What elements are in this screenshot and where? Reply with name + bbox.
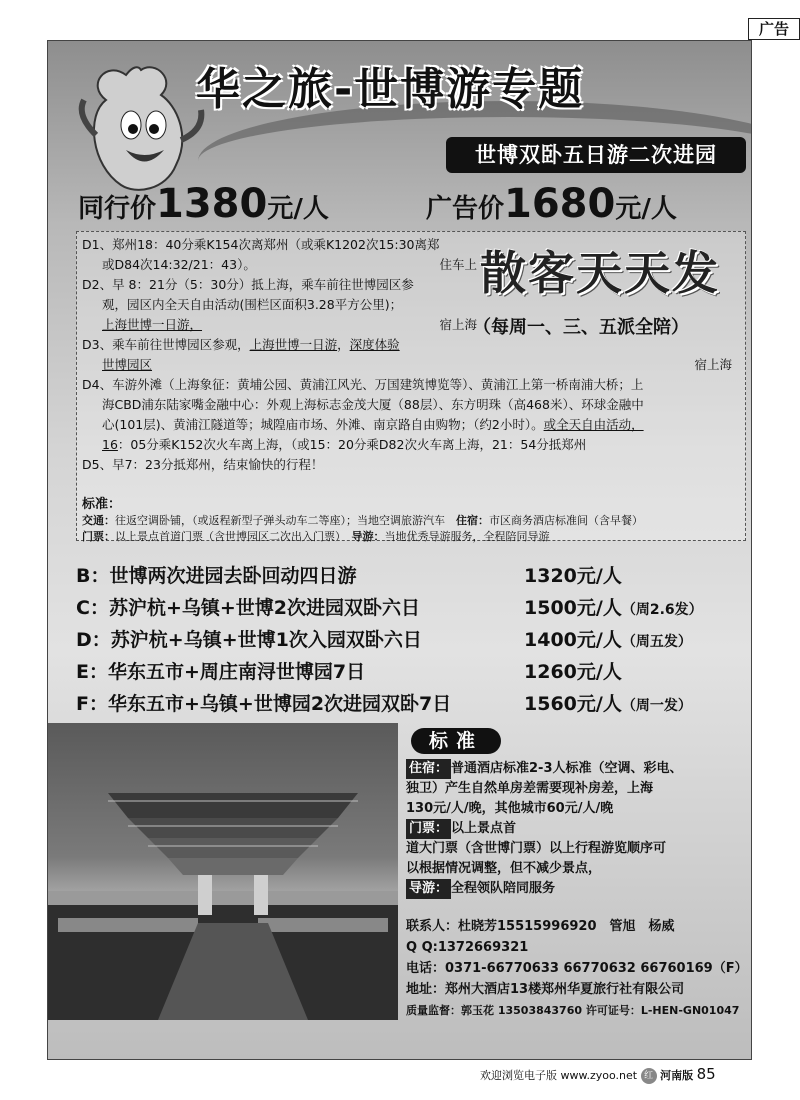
tour-name: F：华东五市+乌镇+世博园2次进园双卧7日 [76, 693, 452, 715]
standard-ticket [82, 529, 742, 545]
contact-phone: 电话：0371-66770633 66770632 66760169（F） [406, 961, 748, 976]
ad-price [426, 181, 677, 227]
std2-stay-2: 独卫）产生自然单房差需要现补房差，上海 [406, 781, 654, 796]
itinerary-d2-cont: 观，园区内全天自由活动(围栏区面积3.28平方公里)； [102, 297, 403, 312]
itinerary-d2: D2、早 8：21分（5：30分）抵上海，乘车前往世博园区参 [82, 277, 414, 292]
std2-stay-3: 130元/人/晚，其他城市60元/人/晚 [406, 801, 614, 816]
tour-price-value: 1320元/人 [524, 565, 622, 587]
peer-price-value: 1380 [156, 181, 268, 227]
contact-address: 地址：郑州大酒店13楼郑州华夏旅行社有限公司 [406, 982, 685, 997]
ticket-text: 以上景点首道门票（含世博园区二次出入门票） [115, 530, 341, 543]
tour-item-d [76, 625, 746, 657]
tour-note: （周一发） [621, 698, 692, 714]
itinerary-d3-text2: 世博园区 [102, 357, 153, 372]
ad-tag: 广告 [748, 18, 800, 40]
page-footer [480, 1063, 780, 1085]
standard-details [406, 759, 736, 899]
tour-note: （周五发） [621, 634, 692, 650]
transport-text: 往返空调卧铺，（或返程新型子弹头动车二等座）；当地空调旅游汽车 [115, 514, 445, 527]
itinerary-d4-cont3 [82, 435, 732, 455]
peer-price [78, 181, 329, 227]
daily-departure-banner: 散客天天发 [480, 246, 720, 300]
tour-price [524, 657, 622, 684]
std2-stay [406, 759, 736, 779]
itinerary-d4-hour: 16 [102, 437, 118, 452]
tour-item-c [76, 593, 746, 625]
page-title: 华之旅-世博游专题 [196, 64, 585, 115]
itinerary-d2-stay: 宿上海 [439, 317, 477, 332]
tour-price-value: 1400元/人 [524, 629, 622, 651]
tour-name: D：苏沪杭+乌镇+世博1次入园双卧六日 [76, 629, 422, 651]
edition-badge-icon: 红 [641, 1068, 657, 1084]
guide-text: 当地优秀导游服务，全程陪同导游 [384, 530, 550, 543]
ad-price-unit: 元/人 [615, 194, 677, 224]
itinerary-d2-text: 上海世博一日游， [102, 317, 203, 332]
tour-item-f [76, 689, 746, 721]
standard-section [82, 497, 742, 545]
standard-transport [82, 513, 742, 529]
peer-price-unit: 元/人 [267, 194, 329, 224]
transport-label: 交通： [82, 514, 115, 527]
ticket-label: 门票： [82, 530, 115, 543]
daily-schedule: （每周一、三、五派全陪） [473, 317, 689, 338]
itinerary-d1: D1、郑州18：40分乘K154次离郑州（或乘K1202次15:30离郑 [82, 237, 440, 252]
stay-text: 市区商务酒店标准间（含早餐） [489, 514, 643, 527]
standard-tag: 标准 [411, 728, 501, 754]
std2-ticket-2: 道大门票（含世博门票）以上行程游览顺序可 [406, 841, 667, 856]
stay-label: 住宿： [456, 514, 489, 527]
itinerary-d3-text: D3、乘车前往世博园区参观， [82, 337, 250, 352]
tour-price [524, 593, 703, 620]
std2-ticket-label: 门票： [406, 819, 451, 839]
guide-label: 导游： [351, 530, 385, 543]
page-number: 85 [696, 1065, 716, 1083]
ad-price-label: 广告价 [426, 194, 505, 224]
ad-price-value: 1680 [504, 181, 616, 227]
footer-welcome: 欢迎浏览电子版 [480, 1069, 557, 1082]
itinerary-d3-cont [82, 355, 732, 375]
std2-ticket [406, 819, 736, 839]
std2-stay-1: 普通酒店标准2-3人标准（空调、彩电、 [451, 761, 683, 776]
itinerary-d1-stay: 住车上 [439, 257, 477, 272]
tour-list [76, 561, 746, 721]
tour-item-e [76, 657, 746, 689]
itinerary-d4-return: ：05分乘K152次火车离上海，（或15：20分乘D82次火车离上海，21：54分抵郑州 [117, 437, 587, 452]
contact-supervision: 质量监督：郭玉花 13503843760 许可证号：L-HEN-GN01047 [406, 1004, 740, 1017]
std2-ticket-1: 以上景点首 [451, 821, 517, 836]
tour-price-value: 1560元/人 [524, 693, 622, 715]
contact-qq: Q Q:1372669321 [406, 940, 529, 955]
itinerary-d4-free: 或全天自由活动， [543, 417, 644, 432]
pavilion-illustration [48, 723, 398, 1020]
std2-stay-label: 住宿： [406, 759, 451, 779]
itinerary-d4-text: 心(101层)、黄浦江隧道等；城隍庙市场、外滩、南京路自由购物；（约2小时）。 [102, 417, 544, 432]
itinerary-d5: D5、早7：23分抵郑州，结束愉快的行程！ [82, 457, 324, 472]
tour-price-value: 1260元/人 [524, 661, 622, 683]
itinerary-d3-sep: ， [337, 337, 350, 352]
itinerary-d4-cont: 海CBD浦东陆家嘴金融中心：外观上海标志金茂大厦（88层）、东方明珠（高468米）、环球金融中 [102, 397, 644, 412]
advertisement-page [47, 40, 752, 1060]
std2-guide [406, 879, 736, 899]
tour-note: （周2.6发） [621, 602, 703, 618]
tour-price-value: 1500元/人 [524, 597, 622, 619]
china-pavilion-photo [48, 723, 398, 1020]
peer-price-label: 同行价 [78, 194, 157, 224]
itinerary-d4: D4、车游外滩（上海象征：黄埔公园、黄浦江风光、万国建筑博览等）、黄浦江上第一桥南浦大桥；上 [82, 377, 644, 392]
tour-price [524, 689, 692, 716]
itinerary-d3-u1: 上海世博一日游 [249, 337, 338, 352]
tour-price [524, 625, 692, 652]
itinerary-d4-cont2 [82, 415, 732, 435]
tour-item-b [76, 561, 746, 593]
std2-ticket-3: 以根据情况调整，但不减少景点， [406, 861, 602, 876]
itinerary-d1-text: 或D84次14:32/21：43）。 [102, 257, 256, 272]
subtitle-banner: 世博双卧五日游二次进园 [446, 137, 746, 173]
standard-heading: 标准： [82, 497, 122, 512]
itinerary-d3-u2: 深度体验 [349, 337, 400, 352]
contact-people: 联系人：杜晓芳15515996920 管旭 杨威 [406, 919, 675, 934]
tour-name: B：世博两次进园去卧回动四日游 [76, 565, 357, 587]
std2-guide-label: 导游： [406, 879, 451, 899]
contact-info [406, 916, 746, 1021]
tour-name: C：苏沪杭+乌镇+世博2次进园双卧六日 [76, 597, 421, 619]
footer-site[interactable]: www.zyoo.net [560, 1069, 638, 1082]
tour-name: E：华东五市+周庄南浔世博园7日 [76, 661, 366, 683]
std2-guide-text: 全程领队陪同服务 [451, 881, 556, 896]
footer-edition: 河南版 [660, 1069, 694, 1082]
tour-price [524, 561, 622, 588]
itinerary-d3-stay: 宿上海 [694, 357, 732, 372]
